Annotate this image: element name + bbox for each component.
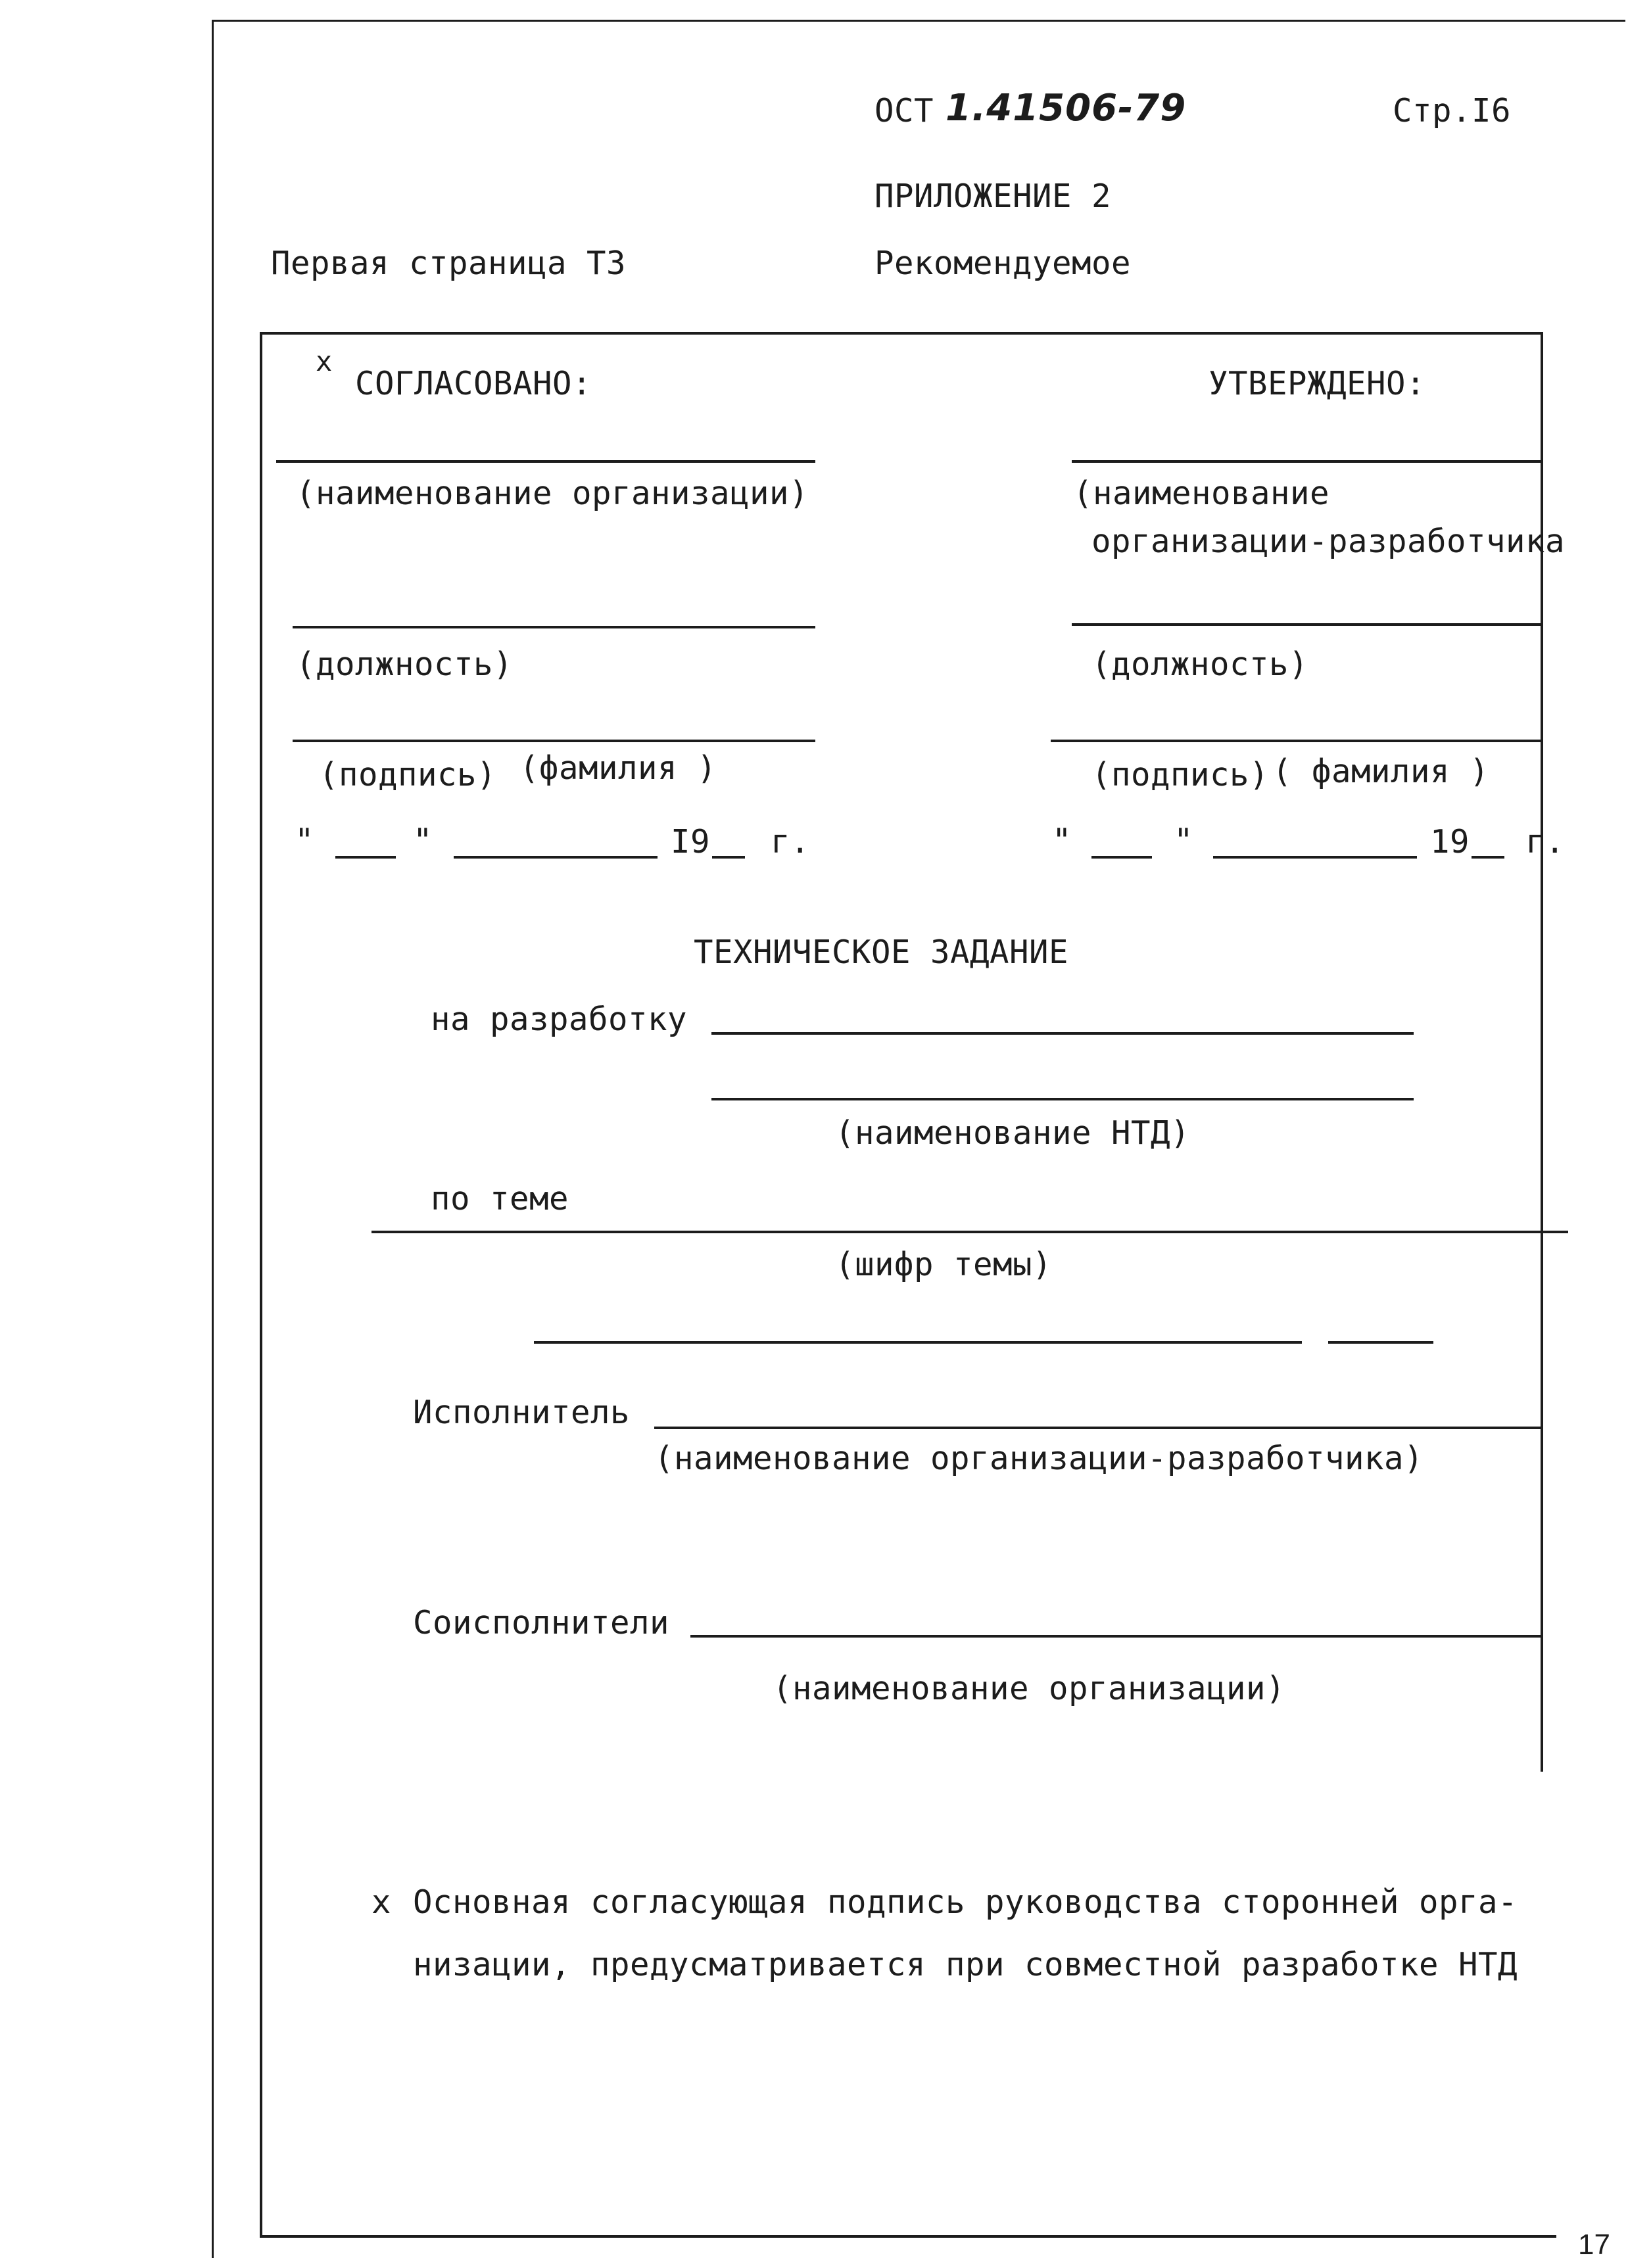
agreed-title: СОГЛАСОВАНО: <box>355 365 592 402</box>
agreed-org-line[interactable] <box>276 460 815 463</box>
approved-signature-line[interactable] <box>1051 740 1542 742</box>
approved-signature-caption: (подпись) <box>1091 756 1270 793</box>
approved-position-caption: (должность) <box>1091 646 1309 683</box>
footnote-line-1: Основная согласующая подпись руководства сторонней орга- <box>413 1883 1518 1921</box>
approved-date-year: 19 <box>1430 823 1470 861</box>
agreed-surname-caption: (фамилия ) <box>519 749 717 787</box>
form-frame-left <box>260 332 262 2236</box>
agreed-date-month-line[interactable] <box>454 856 658 859</box>
approval-mark: х <box>316 345 333 377</box>
recommended-label: Рекомендуемое <box>874 245 1132 282</box>
topic-caption: (шифр темы) <box>835 1246 1053 1283</box>
ost-number: 1.41506-79 <box>946 87 1187 130</box>
development-line-1[interactable] <box>711 1032 1414 1035</box>
topic-label: по теме <box>431 1180 569 1217</box>
page-margin-rule <box>212 20 214 2258</box>
agreed-date-quote-close: " <box>413 822 433 859</box>
approved-org-line[interactable] <box>1072 460 1542 463</box>
agreed-org-caption: (наименование организации) <box>296 475 809 512</box>
approved-date-year-line[interactable] <box>1472 856 1504 859</box>
approved-date-day-line[interactable] <box>1091 856 1152 859</box>
agreed-date-quote-open: " <box>295 822 315 859</box>
executor-caption: (наименование организации-разработчика) <box>654 1440 1424 1477</box>
page-label: Стр.I6 <box>1393 92 1512 130</box>
development-line-2[interactable] <box>711 1098 1414 1100</box>
approved-date-year-suffix: г. <box>1525 823 1566 861</box>
approved-title: УТВЕРЖДЕНО: <box>1209 365 1426 402</box>
appendix-label: ПРИЛОЖЕНИЕ 2 <box>874 177 1112 215</box>
ntd-caption: (наименование НТД) <box>835 1114 1191 1152</box>
for-development-label: на разработку <box>431 1001 688 1038</box>
agreed-position-line[interactable] <box>293 626 815 628</box>
first-page-label: Первая страница ТЗ <box>271 245 627 282</box>
coexecutors-line[interactable] <box>690 1635 1542 1638</box>
approved-org-caption-line1: (наименование <box>1073 475 1330 512</box>
ost-prefix: ОСТ <box>874 92 934 130</box>
approved-date-quote-open: " <box>1052 822 1072 859</box>
agreed-signature-line[interactable] <box>293 740 815 742</box>
agreed-date-year-line[interactable] <box>712 856 745 859</box>
agreed-signature-caption: (подпись) <box>319 756 497 793</box>
approved-date-month-line[interactable] <box>1213 856 1417 859</box>
agreed-date-year-suffix: г. <box>771 823 811 861</box>
extra-line[interactable] <box>534 1341 1302 1344</box>
page-top-rule <box>212 20 1625 22</box>
agreed-position-caption: (должность) <box>296 646 514 683</box>
extra-line-dash <box>1328 1341 1433 1344</box>
approved-surname-caption: ( фамилия ) <box>1272 753 1490 790</box>
footnote-mark: х <box>371 1883 392 1921</box>
executor-line[interactable] <box>654 1427 1542 1429</box>
agreed-date-day-line[interactable] <box>335 856 396 859</box>
topic-line[interactable] <box>371 1231 1568 1233</box>
agreed-date-year: I9 <box>671 823 711 861</box>
approved-org-caption-line2: организации-разработчика <box>1091 523 1566 560</box>
form-frame-top <box>260 332 1543 335</box>
executor-label: Исполнитель <box>413 1394 631 1431</box>
approved-position-line[interactable] <box>1072 623 1542 626</box>
footnote-line-2: низации, предусматривается при совместной разработке НТД <box>413 1946 1518 1983</box>
form-frame-bottom <box>260 2235 1556 2238</box>
coexecutors-label: Соисполнители <box>413 1604 670 1642</box>
ts-heading: ТЕХНИЧЕСКОЕ ЗАДАНИЕ <box>694 933 1069 971</box>
approved-date-quote-close: " <box>1174 822 1194 859</box>
coexecutors-caption: (наименование организации) <box>773 1670 1286 1707</box>
page-number: 17 <box>1578 2229 1610 2261</box>
